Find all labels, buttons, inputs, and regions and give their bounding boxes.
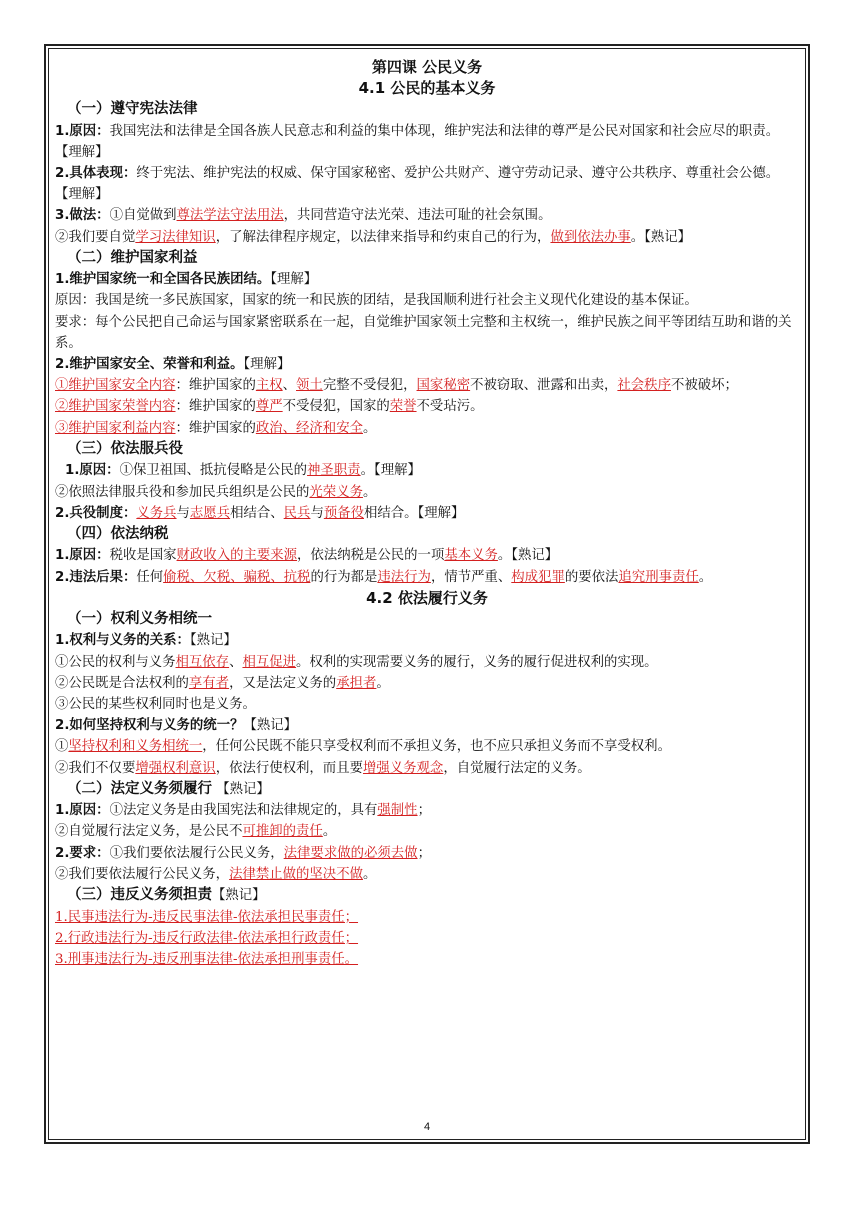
paragraph-military-reason-2: ②依照法律服兵役和参加民兵组织是公民的光荣义务。 bbox=[55, 484, 377, 500]
paragraph-relationship: 1.权利与义务的关系：【熟记】 bbox=[55, 633, 237, 649]
heading-tax: （四）依法纳税 bbox=[67, 525, 169, 542]
paragraph-duty-requirement-1: 2.要求：①我们要依法履行公民义务，法律要求做的必须去做； bbox=[55, 845, 431, 861]
heading-violation-liability: （三）违反义务须担责【熟记】 bbox=[67, 887, 266, 904]
paragraph-honor-content: ②维护国家荣誉内容：维护国家的尊严不受侵犯，国家的荣誉不受玷污。 bbox=[55, 399, 484, 415]
paragraph-interest-content: ③维护国家利益内容：维护国家的政治、经济和安全。 bbox=[55, 420, 377, 436]
heading-national-interest: （二）维护国家利益 bbox=[67, 249, 198, 266]
paragraph-security: 2.维护国家安全、荣誉和利益。【理解】 bbox=[55, 357, 291, 373]
paragraph-military-reason-1: 1.原因：①保卫祖国、抵抗侵略是公民的神圣职责。【理解】 bbox=[65, 463, 421, 479]
page-number: 4 bbox=[423, 1121, 431, 1133]
paragraph-practice-1: 3.做法：①自觉做到尊法学法守法用法，共同营造守法光荣、违法可耻的社会氛围。 bbox=[55, 208, 552, 224]
paragraph-unity: 1.维护国家统一和全国各民族团结。【理解】 bbox=[55, 272, 318, 288]
paragraph-tax-reason: 1.原因：税收是国家财政收入的主要来源，依法纳税是公民的一项基本义务。【熟记】 bbox=[55, 548, 559, 564]
paragraph-relationship-3: ③公民的某些权利同时也是义务。 bbox=[55, 696, 256, 712]
page-frame-inner bbox=[48, 48, 806, 1140]
paragraph-unity-requirement: 要求：每个公民把自己命运与国家紧密联系在一起，自觉维护国家领土完整和主权统一，维护民族之间平等团结互助和谐的关系。 bbox=[55, 314, 792, 351]
paragraph-military-system: 2.兵役制度：义务兵与志愿兵相结合、民兵与预备役相结合。【理解】 bbox=[55, 505, 465, 521]
paragraph-unify-2: ②我们不仅要增强权利意识，依法行使权利，而且要增强义务观念，自觉履行法定的义务。 bbox=[55, 760, 591, 776]
heading-obey-constitution: （一）遵守宪法法律 bbox=[67, 101, 198, 117]
paragraph-duty-reason-2: ②自觉履行法定义务，是公民不可推卸的责任。 bbox=[55, 824, 337, 840]
paragraph-unify-1: ①坚持权利和义务相统一，任何公民既不能只享受权利而不承担义务，也不应只承担义务而不享受权利。 bbox=[55, 739, 671, 755]
section-title-4-2: 4.2 依法履行义务 bbox=[366, 588, 488, 607]
heading-military-service: （三）依法服兵役 bbox=[67, 440, 183, 457]
section-title-4-1: 4.1 公民的基本义务 bbox=[358, 79, 496, 97]
liability-criminal: 3.刑事违法行为-违反刑事法律-依法承担刑事责任。 bbox=[55, 952, 359, 967]
paragraph-duty-requirement-2: ②我们要依法履行公民义务，法律禁止做的坚决不做。 bbox=[55, 866, 377, 882]
paragraph-practice-2: ②我们要自觉学习法律知识，了解法律程序规定，以法律来指导和约束自己的行为，做到依法办事。【熟记】 bbox=[55, 229, 692, 245]
paragraph-how-to-unify: 2.如何坚持权利与义务的统一？【熟记】 bbox=[55, 718, 298, 734]
paragraph-manifestation: 2.具体表现：终于宪法、维护宪法的权威、保守国家秘密、爱护公共财产、遵守劳动记录、遵守公共秩序、尊重社会公德。【理解】 bbox=[55, 165, 780, 203]
heading-legal-duties: （二）法定义务须履行 【熟记】 bbox=[67, 780, 270, 797]
paragraph-relationship-1: ①公民的权利与义务相互依存、相互促进。权利的实现需要义务的履行，义务的履行促进权利的实现。 bbox=[55, 654, 658, 670]
lesson-title: 第四课 公民义务 bbox=[371, 58, 483, 76]
liability-civil: 1.民事违法行为-违反民事法律-依法承担民事责任； bbox=[55, 909, 359, 925]
paragraph-reason: 1.原因：我国宪法和法律是全国各族人民意志和利益的集中体现，维护宪法和法律的尊严是公民对国家和社会应尽的职责。【理解】 bbox=[55, 123, 780, 160]
paragraph-duty-reason-1: 1.原因：①法定义务是由我国宪法和法律规定的，具有强制性； bbox=[55, 803, 431, 819]
paragraph-tax-consequence: 2.违法后果：任何偷税、欠税、骗税、抗税的行为都是违法行为，情节严重、构成犯罪的要依法追究刑事责任。 bbox=[55, 569, 713, 585]
liability-administrative: 2.行政违法行为-违反行政法律-依法承担行政责任； bbox=[55, 930, 359, 946]
paragraph-unity-reason: 原因：我国是统一多民族国家，国家的统一和民族的团结，是我国顺利进行社会主义现代化建设的基本保证。 bbox=[55, 293, 698, 309]
document-content bbox=[55, 57, 799, 970]
paragraph-security-content: ①维护国家安全内容：维护国家的主权、领土完整不受侵犯，国家秘密不被窃取、泄露和出卖，社会秩序不被破坏； bbox=[55, 378, 738, 394]
paragraph-relationship-2: ②公民既是合法权利的享有者，又是法定义务的承担者。 bbox=[55, 675, 390, 691]
page-frame bbox=[44, 44, 810, 1144]
heading-rights-duties: （一）权利义务相统一 bbox=[67, 610, 212, 627]
